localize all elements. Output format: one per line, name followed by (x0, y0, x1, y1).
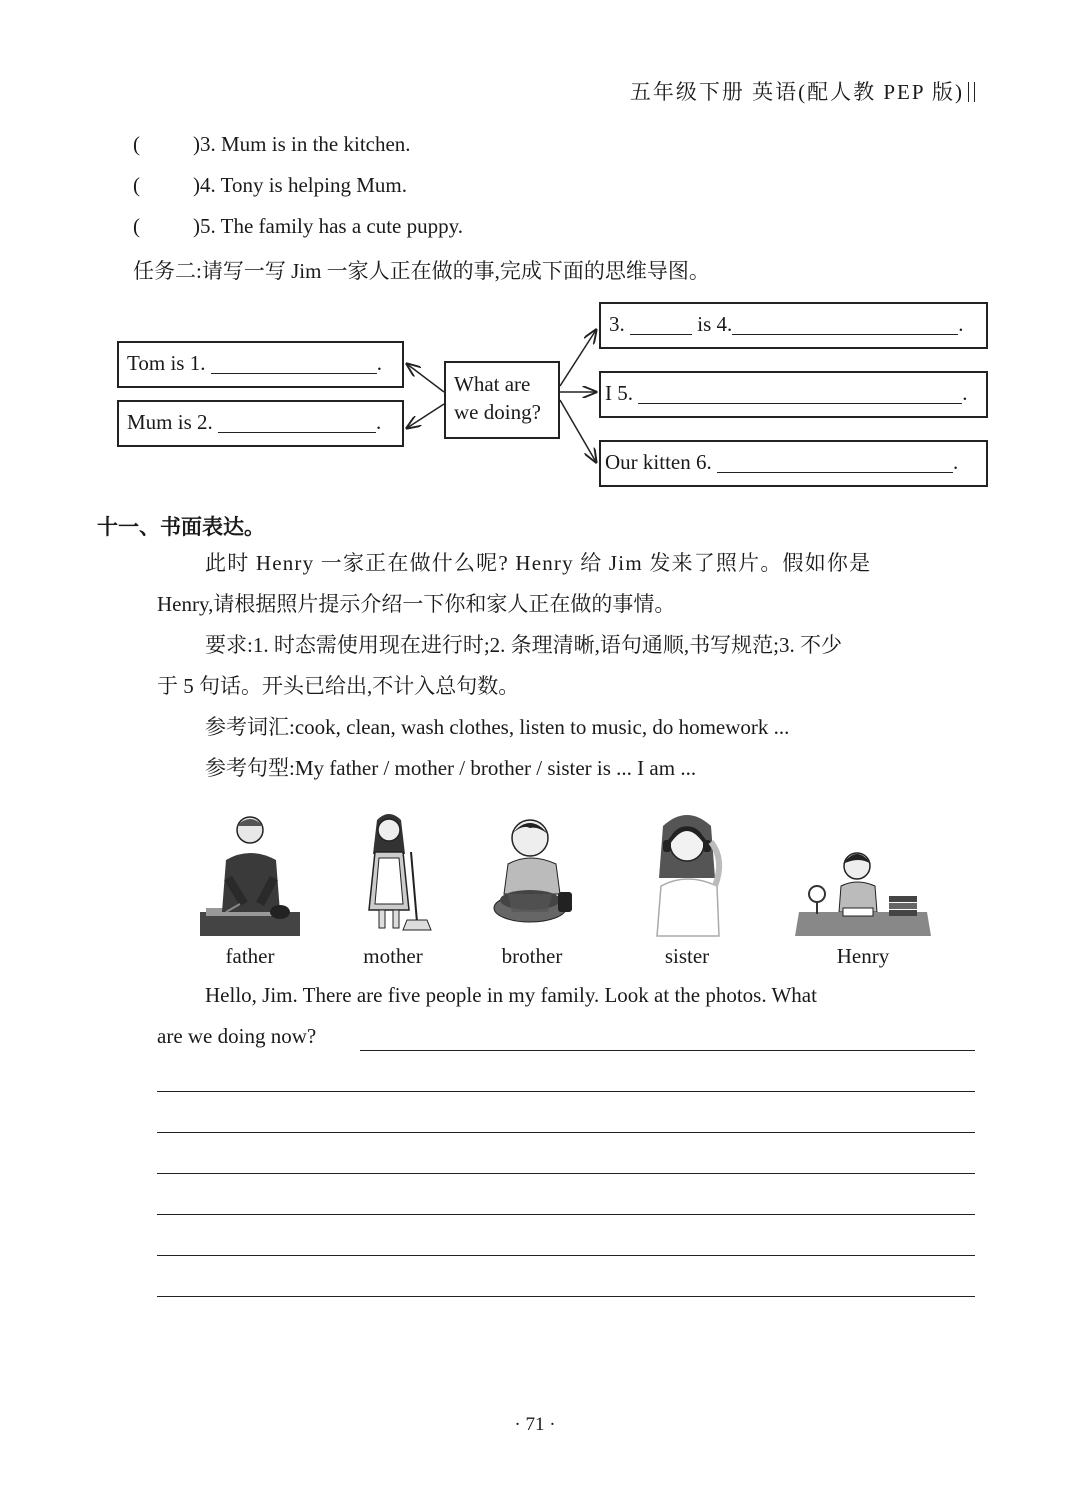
writing-line-7[interactable] (157, 1296, 975, 1297)
father-cooking-icon (196, 808, 304, 938)
box-label: Our kitten 6. (605, 450, 712, 474)
henry-doing-homework-icon (793, 808, 933, 938)
box-label: Tom is 1. (127, 351, 206, 375)
picture-caption: Henry (836, 944, 890, 968)
answer-blank-2[interactable] (218, 410, 376, 433)
mind-map-box-5 (599, 371, 988, 418)
opening-line-1: Hello, Jim. There are five people in my family. Look at the photos. What (205, 983, 817, 1007)
task2-instruction: 任务二:请写一写 Jim 一家人正在做的事,完成下面的思维导图。 (133, 259, 710, 283)
reference-sentence-pattern: 参考句型:My father / mother / brother / sister is ... I am ... (205, 756, 697, 780)
picture-caption: brother (501, 944, 563, 968)
answer-blank-3[interactable] (630, 312, 692, 335)
box-period: . (952, 450, 959, 474)
arrow-to-mum (407, 404, 444, 428)
requirements-line-1: 要求:1. 时态需使用现在进行时;2. 条理清晰,语句通顺,书写规范;3. 不少 (205, 633, 843, 657)
picture-father (195, 808, 305, 969)
answer-blank-6[interactable] (717, 450, 953, 473)
mind-map-box-mum (117, 400, 404, 447)
picture-caption: sister (664, 944, 710, 968)
box-label: I 5. (605, 381, 633, 405)
answer-slot[interactable]: ( (133, 173, 140, 197)
answer-slot[interactable]: ( (133, 132, 140, 156)
writing-line-4[interactable] (157, 1173, 975, 1174)
box-label: is 4. (697, 312, 733, 336)
picture-henry (792, 808, 934, 969)
answer-blank-4[interactable] (732, 312, 958, 335)
writing-line-6[interactable] (157, 1255, 975, 1256)
para-1-line-1: 此时 Henry 一家正在做什么呢? Henry 给 Jim 发来了照片。假如你是 (205, 551, 872, 575)
header-title: 五年级下册 英语(配人教 PEP 版) (629, 80, 964, 104)
box-period: . (376, 410, 382, 434)
arrow-to-box6 (560, 400, 596, 462)
para-1-line-2: Henry,请根据照片提示介绍一下你和家人正在做的事情。 (157, 592, 676, 616)
answer-blank-5[interactable] (638, 381, 962, 404)
section-11-body (157, 543, 977, 789)
reference-vocabulary: 参考词汇:cook, clean, wash clothes, listen to music, do homework ... (205, 715, 790, 739)
sister-listening-music-icon (633, 808, 741, 938)
answer-slot[interactable]: ( (133, 214, 140, 238)
center-line-2: we doing? (454, 400, 541, 424)
brother-washing-clothes-icon (478, 808, 586, 938)
writing-line-2[interactable] (157, 1091, 975, 1092)
arrow-to-box3 (560, 330, 596, 386)
box-period: . (376, 351, 382, 375)
picture-mother (338, 808, 448, 969)
requirements-line-2: 于 5 句话。开头已给出,不计入总句数。 (157, 674, 520, 698)
mind-map-box-3 (599, 302, 988, 349)
writing-opening (157, 975, 975, 1016)
tf-text: )3. Mum is in the kitchen. (193, 132, 411, 156)
page-number: · 71 · (514, 1414, 556, 1435)
picture-brother (476, 808, 588, 969)
answer-blank-1[interactable] (211, 351, 377, 374)
box-label: 3. (609, 312, 625, 336)
writing-line-3[interactable] (157, 1132, 975, 1133)
box-label: Mum is 2. (127, 410, 213, 434)
picture-sister (630, 808, 744, 969)
writing-line-1[interactable] (360, 1050, 975, 1051)
arrow-to-tom (407, 364, 444, 392)
mind-map-center (444, 361, 560, 439)
mind-map-box-tom (117, 341, 404, 388)
box-period: . (958, 312, 964, 336)
opening-line-2: are we doing now? (157, 1024, 317, 1048)
mind-map-box-6 (599, 440, 988, 487)
section-11-title: 十一、书面表达。 (97, 515, 265, 539)
picture-caption: father (225, 944, 275, 968)
mother-cleaning-icon (339, 808, 447, 938)
tf-text: )5. The family has a cute puppy. (193, 214, 464, 238)
tf-text: )4. Tony is helping Mum. (193, 173, 407, 197)
box-period: . (962, 381, 968, 405)
writing-line-5[interactable] (157, 1214, 975, 1215)
picture-caption: mother (363, 944, 423, 968)
center-line-1: What are (454, 372, 531, 396)
